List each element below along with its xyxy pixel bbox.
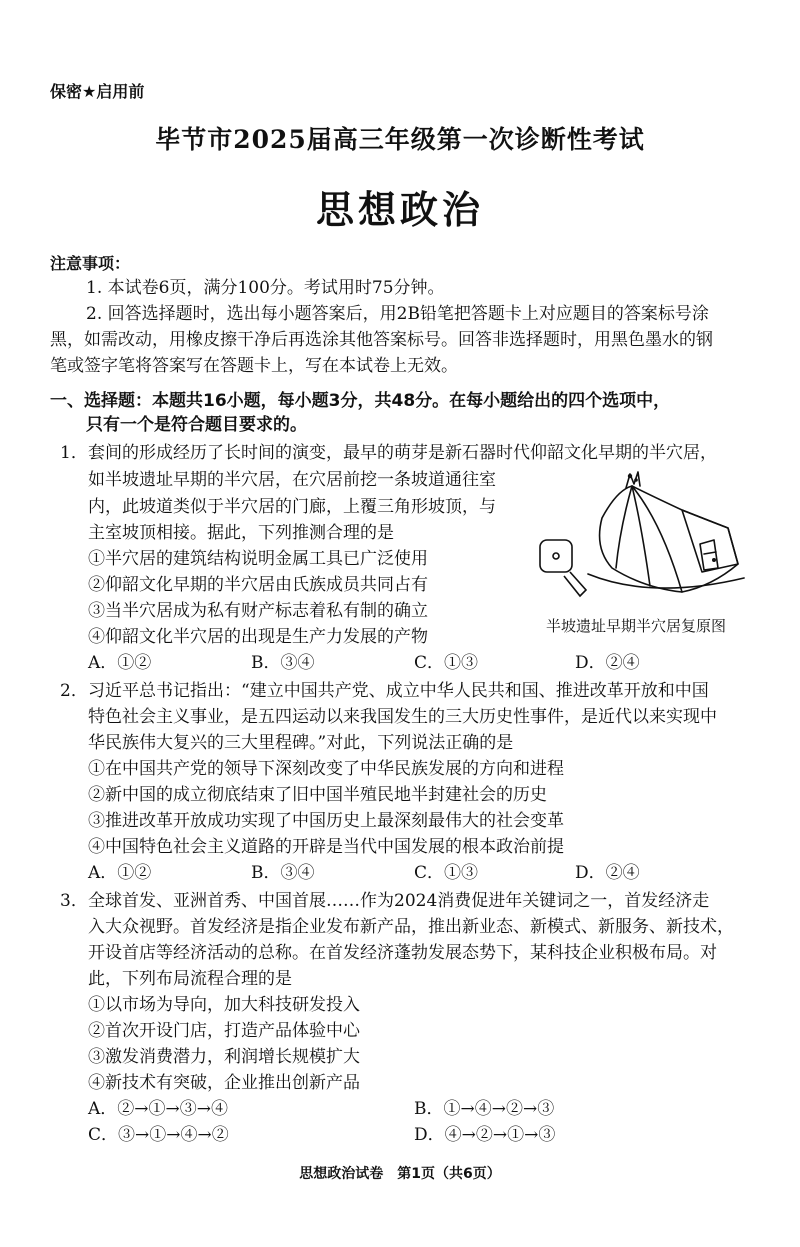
half-pit-dwelling-illustration: [532, 468, 752, 604]
question-1-stem-line-4: 主室坡顶相接。据此，下列推测合理的是: [88, 523, 394, 543]
question-2-option-a[interactable]: A．①②: [88, 863, 152, 883]
question-3-statement-3: ③激发消费潜力，利润增长规模扩大: [88, 1047, 360, 1067]
notice-item-1: 1. 本试卷6页，满分100分。考试用时75分钟。: [86, 278, 445, 298]
question-1-statement-4: ④仰韶文化半穴居的出现是生产力发展的产物: [88, 627, 428, 647]
question-1-statement-3: ③当半穴居成为私有财产标志着私有制的确立: [88, 601, 428, 621]
figure-caption: 半坡遗址早期半穴居复原图: [545, 617, 726, 635]
question-2-option-c[interactable]: C．①③: [414, 863, 479, 883]
question-1-stem-line-2: 如半坡遗址早期的半穴居，在穴居前挖一条坡道通往室: [88, 470, 496, 490]
question-1-option-d[interactable]: D．②④: [575, 653, 640, 673]
section-heading-line-2: 只有一个是符合题目要求的。: [86, 415, 307, 435]
question-2-statement-2: ②新中国的成立彻底结束了旧中国半殖民地半封建社会的历史: [88, 785, 547, 805]
question-2-option-d[interactable]: D．②④: [575, 863, 640, 883]
question-2-stem-line-3: 华民族伟大复兴的三大里程碑。”对此，下列说法正确的是: [88, 733, 514, 753]
question-3-option-c[interactable]: C．③→①→④→②: [88, 1125, 229, 1145]
question-1-option-a[interactable]: A．①②: [88, 653, 152, 673]
question-1-stem-line-3: 内，此坡道类似于半穴居的门廊，上覆三角形坡顶，与: [88, 497, 496, 517]
question-2-stem-line-2: 特色社会主义事业，是五四运动以来我国发生的三大历史性事件，是近代以来实现中: [88, 707, 717, 727]
question-2-statement-4: ④中国特色社会主义道路的开辟是当代中国发展的根本政治前提: [88, 837, 564, 857]
question-3-statement-4: ④新技术有突破，企业推出创新产品: [88, 1073, 360, 1093]
question-3-stem-line-3: 开设首店等经济活动的总称。在首发经济蓬勃发展态势下，某科技企业积极布局。对: [88, 943, 717, 963]
question-3-stem-line-1: 全球首发、亚洲首秀、中国首展……作为2024消费促进年关键词之一，首发经济走: [88, 891, 710, 911]
subject-title: 思想政治: [315, 188, 484, 232]
notice-item-2-line-1: 2. 回答选择题时，选出每小题答案后，用2B铅笔把答题卡上对应题目的答案标号涂: [86, 304, 709, 324]
confidential-mark: 保密★启用前: [50, 82, 145, 101]
question-1-number: 1．: [60, 443, 88, 463]
question-1-option-c[interactable]: C．①③: [414, 653, 479, 673]
question-2-option-b[interactable]: B．③④: [251, 863, 315, 883]
question-2-statement-3: ③推进改革开放成功实现了中国历史上最深刻最伟大的社会变革: [88, 811, 564, 831]
question-3-number: 3．: [60, 891, 88, 911]
notice-item-2-line-3: 笔或签字笔将答案写在答题卡上，写在本试卷上无效。: [50, 356, 458, 376]
question-3-option-a[interactable]: A．②→①→③→④: [88, 1099, 229, 1119]
question-2-stem-line-1: 习近平总书记指出：“建立中国共产党、成立中华人民共和国、推进改革开放和中国: [88, 681, 709, 701]
section-heading-line-1: 一、选择题：本题共16小题，每小题3分，共48分。在每小题给出的四个选项中，: [50, 391, 671, 411]
question-3-statement-1: ①以市场为导向，加大科技研发投入: [88, 995, 360, 1015]
question-3-stem-line-4: 此，下列布局流程合理的是: [88, 969, 292, 989]
notice-heading: 注意事项：: [50, 254, 131, 273]
page-footer: 思想政治试卷 第1页（共6页）: [299, 1166, 501, 1182]
question-3-statement-2: ②首次开设门店，打造产品体验中心: [88, 1021, 360, 1041]
question-2-statement-1: ①在中国共产党的领导下深刻改变了中华民族发展的方向和进程: [88, 759, 564, 779]
question-1-statement-1: ①半穴居的建筑结构说明金属工具已广泛使用: [88, 549, 428, 569]
question-1-stem-line-1: 套间的形成经历了长时间的演变，最早的萌芽是新石器时代仰韶文化早期的半穴居，: [88, 443, 717, 463]
question-3-option-d[interactable]: D．④→②→①→③: [414, 1125, 556, 1145]
question-2-number: 2．: [60, 681, 88, 701]
question-1-statement-2: ②仰韶文化早期的半穴居由氏族成员共同占有: [88, 575, 428, 595]
question-3-stem-line-2: 入大众视野。首发经济是指企业发布新产品，推出新业态、新模式、新服务、新技术，: [88, 917, 734, 937]
notice-item-2-line-2: 黑，如需改动，用橡皮擦干净后再选涂其他答案标号。回答非选择题时，用黑色墨水的钢: [50, 330, 713, 350]
question-3-option-b[interactable]: B．①→④→②→③: [414, 1099, 555, 1119]
question-1-option-b[interactable]: B．③④: [251, 653, 315, 673]
exam-title: 毕节市2025届高三年级第一次诊断性考试: [155, 125, 645, 154]
